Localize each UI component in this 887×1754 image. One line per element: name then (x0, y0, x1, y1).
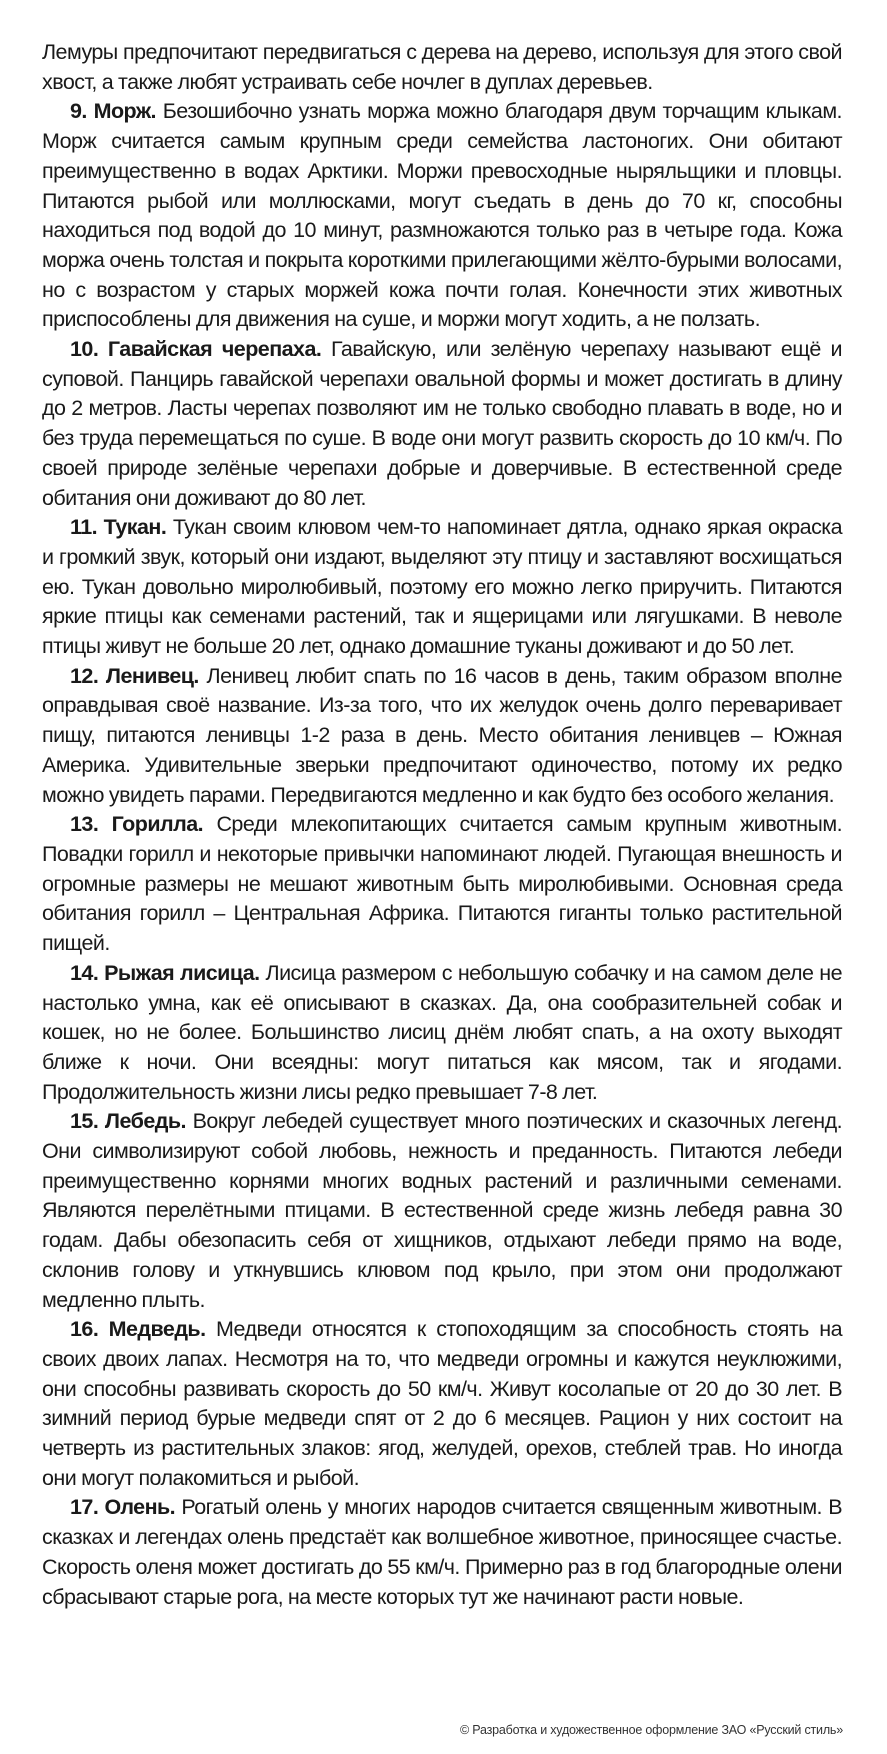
entry-heading: 14. Рыжая лисица. (70, 960, 260, 985)
entry-red-fox (42, 959, 842, 1108)
entry-gorilla (42, 810, 842, 959)
entry-text: Ленивец любит спать по 16 часов в день, таким образом вполне оправдывая своё название. Из-за того, что их желудок очень долго переваривает пищу, питаются ленивцы 1-2 раза в день. Место обитания ленивцев – Южная Америка. Удивительные зверьки предпочитают одиночество, потому их редко можно увидеть парами. Передвигаются медленно и как будто без особого желания. (42, 663, 843, 807)
entry-heading: 15. Лебедь. (70, 1109, 186, 1134)
entry-swan (42, 1107, 842, 1315)
entry-text: Гавайскую, или зелёную черепаху называют ещё и суповой. Панцирь гавайской черепахи овальной формы и может достигать в длину до 2 метров. Ласты черепах позволяют им не только свободно плавать в воде, но и без труда перемещаться по суше. В воде они могут развить скорость до 10 км/ч. По своей природе зелёные черепахи добрые и доверчивые. В естественной среде обитания они доживают до 80 лет. (42, 337, 842, 510)
entry-text: Медведи относятся к стопоходящим за способность стоять на своих двоих лапах. Несмотря на то, что медведи огромны и кажутся неуклюжими, они способны развивать скорость до 50 км/ч. Живут косолапые от 20 до 30 лет. В зимний период бурые медведи спят от 2 до 6 месяцев. Рацион у них состоит на четверть из растительных злаков: ягод, желудей, орехов, стеблей трав. Но иногда они могут полакомиться и рыбой. (42, 1317, 842, 1490)
entry-heading: 16. Медведь. (70, 1317, 206, 1342)
entry-text: Вокруг лебедей существует много поэтических и сказочных легенд. Они символизируют собой любовь, нежность и преданность. Питаются лебеди преимущественно корнями многих водных растений и различными семенами. Являются перелётными птицами. В естественной среде жизнь лебедя равна 30 годам. Дабы обезопасить себя от хищников, отдыхают лебеди прямо на воде, склонив голову и уткнувшись клювом под крыло, при этом они продолжают медленно плыть. (42, 1109, 842, 1312)
entry-heading: 11. Тукан. (70, 515, 167, 540)
entry-deer (42, 1493, 842, 1612)
entry-walrus (42, 97, 842, 335)
document-body (42, 38, 842, 1612)
entry-text: Среди млекопитающих считается самым крупным животным. Повадки горилл и некоторые привычки напоминают людей. Пугающая внешность и огромные размеры не мешают животным быть миролюбивыми. Основная среда обитания горилл – Центральная Африка. Питаются гиганты только растительной пищей. (42, 812, 842, 956)
entry-text: Лисица размером с небольшую собачку и на самом деле не настолько умна, как её описывают в сказках. Да, она сообразительней собак и кошек, но не более. Большинство лисиц днём любят спать, а на охоту выходят ближе к ночи. Они всеядны: могут питаться как мясом, так и ягодами. Продолжительность жизни лисы редко превышает 7-8 лет. (42, 960, 842, 1104)
entry-text: Рогатый олень у многих народов считается священным животным. В сказках и легендах олень предстаёт как волшебное животное, приносящее счастье. Скорость оленя может достигать до 55 км/ч. Примерно раз в год благородные олени сбрасывают старые рога, на месте которых тут же начинают расти новые. (42, 1495, 842, 1609)
intro-paragraph: Лемуры предпочитают передвигаться с дерева на дерево, используя для этого свой хвост, а также любят устраивать себе ночлег в дуплах деревьев. (42, 40, 842, 94)
entry-hawaiian-turtle (42, 335, 842, 513)
entry-heading: 13. Горилла. (70, 812, 204, 837)
entry-text: Безошибочно узнать моржа можно благодаря двум торчащим клыкам. Морж считается самым крупным среди семейства ластоногих. Они обитают преимущественно в водах Арктики. Моржи превосходные ныряльщики и пловцы. Питаются рыбой или моллюсками, могут съедать в день до 70 кг, способны находиться под водой до 10 минут, размножаются только раз в четыре года. Кожа моржа очень толстая и покрыта короткими прилегающими жёлто-бурыми волосами, но с возрастом у старых моржей кожа почти голая. Конечности этих животных приспособлены для движения на суше, и моржи могут ходить, а не ползать. (42, 99, 842, 332)
copyright-footer: © Разработка и художественное оформление ЗАО «Русский стиль» (460, 1723, 843, 1737)
entry-heading: 10. Гавайская черепаха. (70, 337, 322, 362)
entry-heading: 9. Морж. (70, 99, 156, 124)
entry-sloth (42, 662, 842, 811)
entry-toucan (42, 513, 842, 662)
entry-heading: 17. Олень. (70, 1495, 176, 1520)
entry-bear (42, 1315, 842, 1493)
entry-heading: 12. Ленивец. (70, 663, 199, 688)
entry-text: Тукан своим клювом чем-то напоминает дятла, однако яркая окраска и громкий звук, который они издают, выделяют эту птицу и заставляют восхищаться ею. Тукан довольно миролюбивый, поэтому его можно легко приручить. Питаются яркие птицы как семенами растений, так и ящерицами или лягушками. В неволе птицы живут не больше 20 лет, однако домашние туканы доживают и до 50 лет. (42, 515, 843, 659)
